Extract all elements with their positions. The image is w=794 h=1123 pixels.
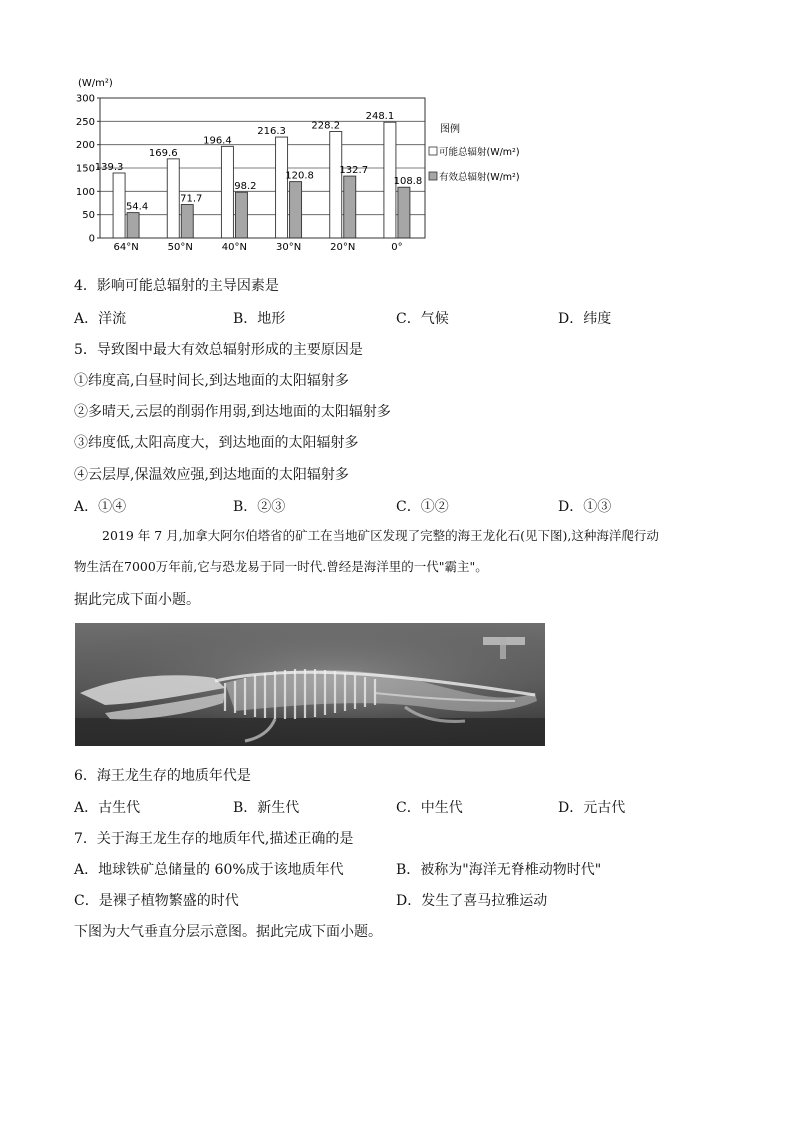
q7-option-b: B．被称为"海洋无脊椎动物时代" bbox=[396, 862, 602, 878]
chart-bars bbox=[95, 111, 422, 238]
bar-effective-radiation bbox=[235, 192, 247, 238]
bar-possible-radiation bbox=[167, 159, 179, 238]
q5-item-3: ③纬度低,太阳高度大，到达地面的太阳辐射多 bbox=[74, 435, 359, 451]
passage-line-2: 物生活在7000万年前,它与恐龙易于同一时代.曾经是海洋里的一代"霸主"。 bbox=[74, 559, 488, 574]
x-axis-ticks bbox=[113, 242, 402, 253]
q5-option-d: D．①③ bbox=[558, 499, 612, 515]
passage-line-1: 2019 年 7 月,加拿大阿尔伯塔省的矿工在当地矿区发现了完整的海王龙化石(见下图),这种海洋爬行动 bbox=[102, 528, 659, 543]
question-7-stem: 7．关于海王龙生存的地质年代,描述正确的是 bbox=[74, 831, 354, 847]
y-tick-label: 250 bbox=[75, 116, 95, 128]
bar-possible-radiation bbox=[276, 137, 288, 238]
bar-effective-radiation bbox=[127, 213, 139, 238]
q5-item-4: ④云层厚,保温效应强,到达地面的太阳辐射多 bbox=[74, 467, 349, 483]
y-tick-label: 50 bbox=[82, 210, 95, 222]
q6-option-a: A．古生代 bbox=[74, 800, 141, 816]
y-tick-label: 150 bbox=[75, 163, 95, 175]
x-tick-label: 30°N bbox=[275, 242, 302, 253]
q5-option-a: A．①④ bbox=[74, 499, 127, 515]
q5-item-2: ②多晴天,云层的削弱作用弱,到达地面的太阳辐射多 bbox=[74, 404, 391, 420]
legend-label-possible: 可能总辐射(W/m²) bbox=[439, 147, 520, 158]
q4-option-c: C．气候 bbox=[396, 311, 449, 327]
legend-label-effective: 有效总辐射(W/m²) bbox=[439, 172, 520, 183]
data-label-effective: 98.2 bbox=[234, 181, 257, 193]
bar-effective-radiation bbox=[344, 176, 356, 238]
data-label-effective: 120.8 bbox=[285, 170, 314, 182]
data-label-effective: 71.7 bbox=[180, 193, 203, 205]
y-tick-label: 0 bbox=[88, 233, 95, 245]
q7-option-c: C．是裸子植物繁盛的时代 bbox=[74, 893, 239, 909]
data-label-possible: 139.3 bbox=[94, 161, 124, 173]
y-tick-label: 100 bbox=[75, 186, 95, 198]
q6-option-b: B．新生代 bbox=[233, 800, 300, 816]
bar-possible-radiation bbox=[113, 173, 125, 238]
bar-effective-radiation bbox=[181, 205, 193, 238]
atmosphere-prompt: 下图为大气垂直分层示意图。据此完成下面小题。 bbox=[74, 924, 382, 940]
bar-effective-radiation bbox=[398, 187, 410, 238]
x-tick-label: 64°N bbox=[113, 242, 139, 253]
data-label-possible: 169.6 bbox=[148, 147, 178, 159]
data-label-possible: 216.3 bbox=[257, 126, 286, 138]
mosasaur-fossil-photo bbox=[75, 623, 545, 746]
y-tick-label: 300 bbox=[75, 93, 95, 105]
q4-option-b: B．地形 bbox=[233, 311, 286, 327]
data-label-effective: 108.8 bbox=[393, 176, 423, 188]
data-label-possible: 248.1 bbox=[365, 111, 395, 123]
radiation-bar-chart bbox=[70, 74, 550, 254]
legend-item-possible bbox=[429, 146, 520, 158]
q5-option-c: C．①② bbox=[396, 499, 449, 515]
bar-effective-radiation bbox=[290, 182, 302, 238]
legend-item-effective bbox=[429, 171, 520, 183]
y-tick-label: 200 bbox=[75, 140, 95, 152]
data-label-effective: 132.7 bbox=[339, 165, 369, 177]
q7-option-a: A．地球铁矿总储量的 60%成于该地质年代 bbox=[74, 862, 344, 878]
q5-item-1: ①纬度高,白昼时间长,到达地面的太阳辐射多 bbox=[74, 373, 349, 389]
bar-possible-radiation bbox=[221, 146, 233, 238]
question-5-stem: 5．导致图中最大有效总辐射形成的主要原因是 bbox=[74, 342, 363, 358]
x-tick-label: 50°N bbox=[167, 242, 193, 253]
data-label-effective: 54.4 bbox=[125, 201, 149, 213]
legend-title: 图例 bbox=[440, 124, 460, 135]
q6-option-d: D．元古代 bbox=[558, 800, 626, 816]
y-axis-unit: (W/m²) bbox=[78, 78, 113, 89]
question-6-stem: 6．海王龙生存的地质年代是 bbox=[74, 768, 251, 784]
data-label-possible: 196.4 bbox=[203, 135, 232, 147]
q5-option-b: B．②③ bbox=[233, 499, 286, 515]
q4-option-a: A．洋流 bbox=[74, 311, 127, 327]
question-4-stem: 4．影响可能总辐射的主导因素是 bbox=[74, 278, 279, 294]
x-tick-label: 0° bbox=[391, 242, 403, 253]
q4-option-d: D．纬度 bbox=[558, 311, 612, 327]
bar-possible-radiation bbox=[330, 132, 342, 238]
x-tick-label: 20°N bbox=[330, 242, 356, 253]
q7-option-d: D．发生了喜马拉雅运动 bbox=[396, 893, 548, 909]
data-label-possible: 228.2 bbox=[311, 120, 341, 132]
q6-option-c: C．中生代 bbox=[396, 800, 463, 816]
passage-prompt: 据此完成下面小题。 bbox=[74, 592, 200, 608]
x-tick-label: 40°N bbox=[221, 242, 248, 253]
